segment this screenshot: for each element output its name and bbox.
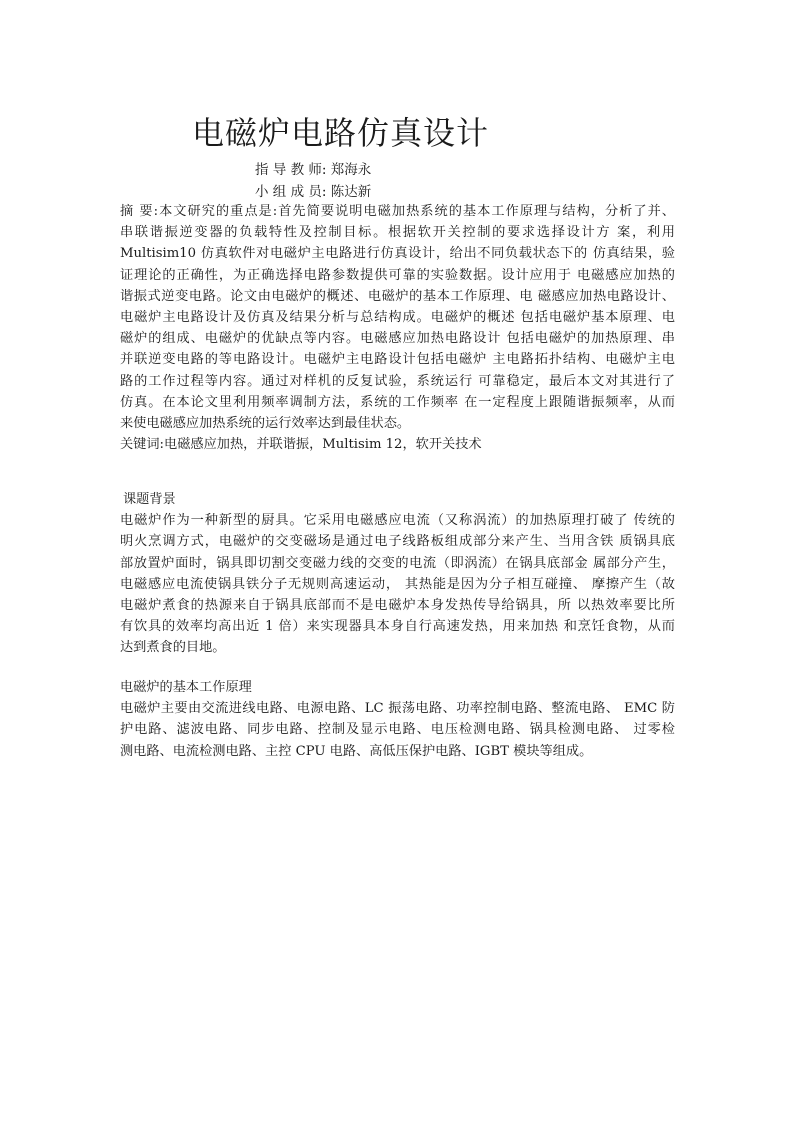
paragraph-line: 电磁炉主要由交流进线电路、电源电路、LC 振荡电路、功率控制电路、整流电路、 EMC 防 (120, 701, 675, 717)
section-background (120, 489, 675, 659)
document-title: 电磁炉电路仿真设计 (192, 114, 490, 152)
abstract-line: Multisim10 仿真软件对电磁炉主电路进行仿真设计，给出不同负载状态下的 仿真结果，验 (120, 246, 675, 262)
section-principle (120, 677, 675, 762)
abstract (120, 201, 675, 455)
paragraph-line: 测电路、电流检测电路、主控 CPU 电路、高低压保护电路、IGBT 模块等组成。 (120, 743, 593, 759)
section-heading: 电磁炉的基本工作原理 (120, 680, 252, 695)
paragraph-line: 达到煮食的目地。 (120, 640, 226, 656)
paragraph-line: 部放置炉面时，锅具即切割交变磁力线的交变的电流（即涡流）在锅具底部金 属部分产生， (120, 555, 675, 571)
abstract-line: 证理论的正确性，为正确选择电路参数提供可靠的实验数据。设计应用于 电磁感应加热的 (120, 267, 675, 283)
paragraph-line: 护电路、滤波电路、同步电路、控制及显示电路、电压检测电路、锅具检测电路、 过零检 (120, 722, 675, 738)
abstract-line: 串联谐振逆变器的负载特性及控制目标。根据软开关控制的要求选择设计方 案，利用 (120, 225, 675, 241)
paragraph-line: 电磁炉作为一种新型的厨具。它采用电磁感应电流（又称涡流）的加热原理打破了 传统的 (120, 513, 675, 529)
advisor-line: 指 导 教 师: 郑海永 (255, 162, 372, 178)
abstract-line: 来使电磁感应加热系统的运行效率达到最佳状态。 (120, 415, 411, 431)
member-line: 小 组 成 员: 陈达新 (255, 184, 372, 200)
keywords: 关键词:电磁感应加热，并联谐振，Multisim 12，软开关技术 (120, 437, 482, 453)
section-heading: 课题背景 (123, 492, 176, 507)
abstract-line: 谐振式逆变电路。论文由电磁炉的概述、电磁炉的基本工作原理、电 磁感应加热电路设计、 (120, 288, 675, 304)
abstract-line: 路的工作过程等内容。通过对样机的反复试验，系统运行 可靠稳定，最后本文对其进行了 (120, 373, 675, 389)
abstract-line: 仿真。在本论文里利用频率调制方法，系统的工作频率 在一定程度上跟随谐振频率，从而 (120, 394, 675, 410)
paragraph-line: 电磁感应电流使锅具铁分子无规则高速运动， 其热能是因为分子相互碰撞、 摩擦产生（故 (120, 576, 675, 592)
abstract-line: 并联逆变电路的等电路设计。电磁炉主电路设计包括电磁炉 主电路拓扑结构、电磁炉主电 (120, 352, 675, 368)
abstract-line: 磁炉的组成、电磁炉的优缺点等内容。电磁感应加热电路设计 包括电磁炉的加热原理、串 (120, 331, 675, 347)
paragraph-line: 有饮具的效率均高出近 1 倍）来实现器具本身自行高速发热，用来加热 和烹饪食物，从而 (120, 619, 675, 635)
paragraph-line: 明火烹调方式，电磁炉的交变磁场是通过电子线路板组成部分来产生、当用含铁 质锅具底 (120, 534, 675, 550)
abstract-line: 摘 要:本文研究的重点是:首先简要说明电磁加热系统的基本工作原理与结构，分析了并、 (120, 204, 675, 219)
paragraph-line: 电磁炉煮食的热源来自于锅具底部而不是电磁炉本身发热传导给锅具，所 以热效率要比所 (120, 597, 675, 613)
abstract-line: 电磁炉主电路设计及仿真及结果分析与总结构成。电磁炉的概述 包括电磁炉基本原理、电 (120, 309, 675, 325)
